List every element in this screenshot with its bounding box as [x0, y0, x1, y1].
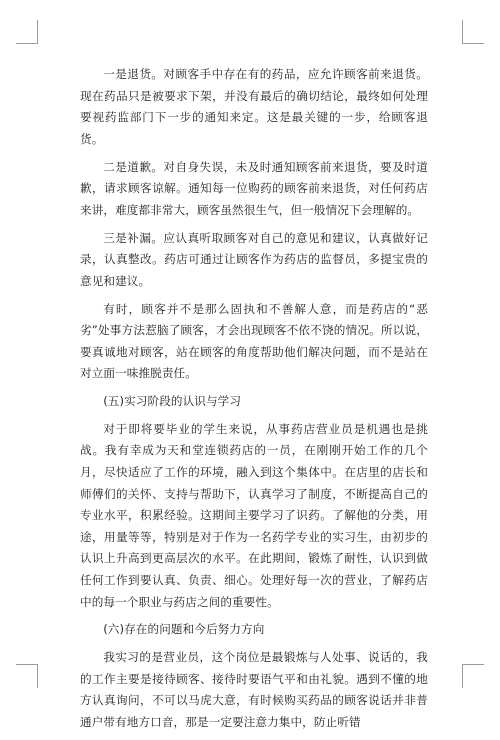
crop-mark-bottom-left: [16, 664, 38, 665]
paragraph-problems-direction: 我实习的是营业员，这个岗位是最锻炼与人处事、说话的，我的工作主要是接待顾客、接待时要语气平和由礼貌。遇到不懂的地方认真询问，不可以马虎大意，有时候购买药品的顾客说话并非普通户带有地方口音，那是一定要注意力集中，防止听错: [80, 650, 428, 729]
paragraph-internship-learning: 对于即将要毕业的学生来说，从事药店营业员是机遇也是挑战。我有幸成为天和堂连锁药店的一员，在刚刚开始工作的几个月，尽快适应了工作的环境，融入到这个集体中。在店里的店长和师傅们的关怀、支持与帮助下，认真学习了制度，不断提高自己的专业水平，积累经验。这期间主要学习了识药。了解他的分类，用途，用量等等，特别是对于作为一名药学专业的实习生，由初步的认识上升高到更高层次的水平。在此期间，锻炼了耐性，认识到做任何工作到要认真、负责、细心。处理好每一次的营业，了解药店中的每一个职业与药店之间的重要性。: [80, 421, 428, 609]
crop-mark-bottom-left: [37, 664, 38, 688]
crop-mark-top-left: [37, 20, 38, 44]
crop-mark-top-right: [462, 43, 484, 44]
paragraph-remedy: 三是补漏。应认真听取顾客对自己的意见和建议，认真做好记录，认真整改。药店可通过让顾客作为药店的监督员，多提宝贵的意见和建议。: [80, 230, 428, 288]
crop-mark-top-left: [16, 43, 38, 44]
section-heading-problems-direction: (六)存在的问题和今后努力方向: [103, 622, 265, 637]
section-heading-internship-learning: (五)实习阶段的认识与学习: [103, 394, 242, 409]
crop-mark-bottom-right: [462, 664, 463, 688]
paragraph-customer-attitude: 有时，顾客并不是那么固执和不善解人意，而是药店的“恶劣”处事方法惹脑了顾客，才会出现顾客不依不饶的情况。所以说，要真诚地对顾客，站在顾客的角度帮助他们解决问题，而不是站在对立面一味推脱责任。: [80, 301, 428, 381]
crop-mark-bottom-right: [462, 664, 484, 665]
crop-mark-top-right: [462, 20, 463, 44]
document-body: [80, 64, 428, 740]
paragraph-return-goods: 一是退货。对顾客手中存在有的药品，应允许顾客前来退货。现在药品只是被要求下架，并没有最后的确切结论，最终如何处理要视药监部门下一步的通知来定。这是最关键的一步，给顾客退货。: [80, 67, 428, 146]
paragraph-apology: 二是道歉。对自身失误，未及时通知顾客前来退货，要及时道歉，请求顾客谅解。通知每一位购药的顾客前来退货，对任何药店来讲，难度都非常大，顾客虽然很生气，但一般情况下会理解的。: [80, 159, 428, 217]
